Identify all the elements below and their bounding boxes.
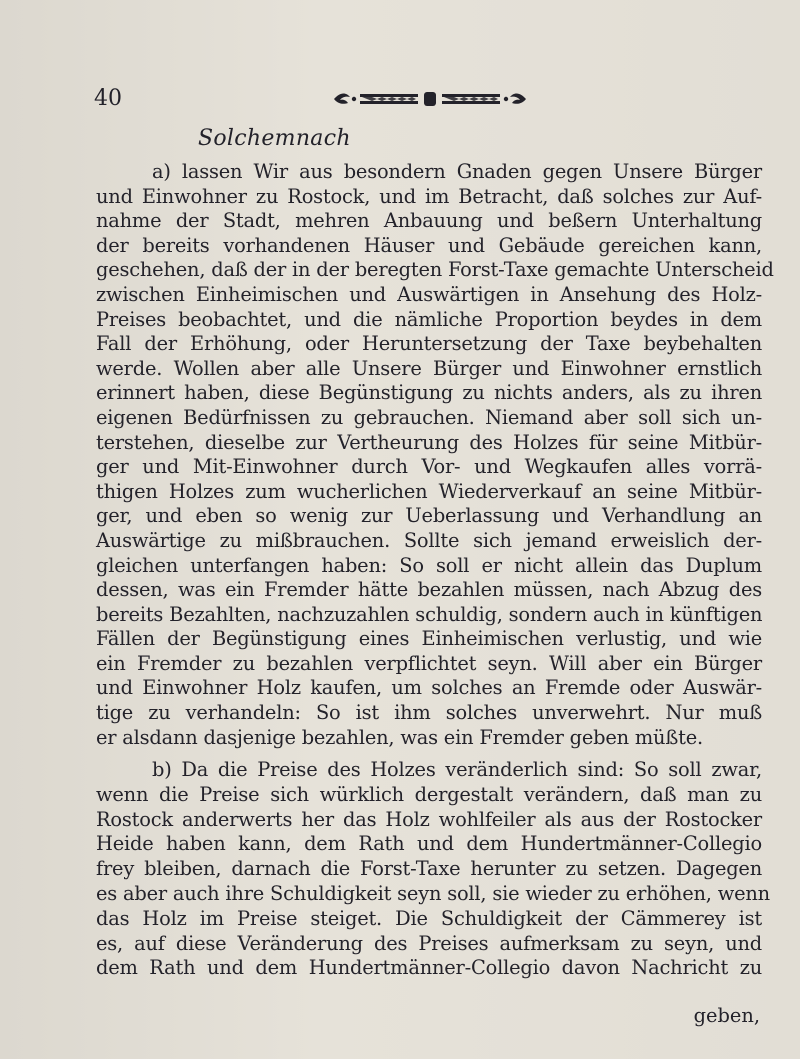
printer-ornament-icon [332, 88, 528, 110]
text-line: Heide haben kann, dem Rath und dem Hundertmänner-Collegio [96, 832, 762, 856]
text-line: ger und Mit-Einwohner durch Vor- und Wegkaufen alles vorrä- [96, 455, 762, 479]
text-line: dem Rath und dem Hundertmänner-Collegio davon Nachricht zu [96, 956, 762, 980]
text-line: frey bleiben, darnach die Forst-Taxe herunter zu setzen. Dagegen [96, 857, 762, 881]
text-line: a) lassen Wir aus besondern Gnaden gegen Unsere Bürger [152, 160, 762, 183]
text-line: bereits Bezahlten, nachzuzahlen schuldig, sondern auch in künftigen [96, 602, 763, 626]
text-line: nahme der Stadt, mehren Anbauung und beßern Unterhaltung [96, 209, 762, 233]
text-line: der bereits vorhandenen Häuser und Gebäude gereichen kann, [96, 233, 762, 257]
text-line: thigen Holzes zum wucherlichen Wiederverkauf an seine Mitbür- [96, 479, 762, 503]
paragraph-a [96, 160, 774, 750]
text-line: ger, und eben so wenig zur Ueberlassung und Verhandlung an [96, 504, 762, 528]
text-line: terstehen, dieselbe zur Vertheurung des Holzes für seine Mitbür- [96, 430, 762, 454]
text-line: wenn die Preise sich würklich dergestalt verändern, daß man zu [96, 782, 762, 806]
text-line: es, auf diese Veränderung des Preises aufmerksam zu seyn, und [96, 931, 762, 955]
text-line: ein Fremder zu bezahlen verpflichtet seyn. Will aber ein Bürger [96, 651, 762, 675]
text-line: gleichen unterfangen haben: So soll er nicht allein das Duplum [96, 553, 762, 577]
text-line: und Einwohner Holz kaufen, um solches an Fremde oder Auswär- [96, 676, 762, 700]
catchword: geben, [693, 1004, 760, 1027]
text-line: zwischen Einheimischen und Auswärtigen in Ansehung des Holz- [96, 282, 762, 306]
text-line: Preises beobachtet, und die nämliche Proportion beydes in dem [96, 307, 762, 331]
section-heading: Solchemnach [198, 126, 351, 151]
text-line: das Holz im Preise steiget. Die Schuldigkeit der Cämmerey ist [96, 906, 762, 930]
text-line: b) Da die Preise des Holzes veränderlich sind: So soll zwar, [152, 758, 762, 781]
text-line: Fällen der Begünstigung eines Einheimischen verlustig, und wie [96, 627, 762, 651]
page-number: 40 [94, 86, 122, 111]
text-line: eigenen Bedürfnissen zu gebrauchen. Niemand aber soll sich un- [96, 405, 762, 429]
text-line: Rostock anderwerts her das Holz wohlfeiler als aus der Rostocker [96, 807, 762, 831]
text-line: werde. Wollen aber alle Unsere Bürger und Einwohner ernstlich [96, 356, 762, 380]
text-line: Fall der Erhöhung, oder Heruntersetzung der Taxe beybehalten [96, 332, 762, 356]
text-line: geschehen, daß der in der beregten Forst-Taxe gemachte Unterscheid [96, 258, 774, 282]
text-line: tige zu verhandeln: So ist ihm solches unverwehrt. Nur muß [96, 701, 762, 725]
paragraph-b [96, 758, 770, 981]
text-line: und Einwohner zu Rostock, und im Betracht, daß solches zur Auf- [96, 184, 762, 208]
text-line: erinnert haben, diese Begünstigung zu nichts anders, als zu ihren [96, 381, 762, 405]
text-line: Auswärtige zu mißbrauchen. Sollte sich jemand erweislich der- [96, 528, 762, 552]
text-line: dessen, was ein Fremder hätte bezahlen müssen, nach Abzug des [96, 578, 762, 602]
text-line: es aber auch ihre Schuldigkeit seyn soll, sie wieder zu erhöhen, wenn [96, 881, 770, 905]
text-line: er alsdann dasjenige bezahlen, was ein Fremder geben müßte. [96, 725, 703, 749]
